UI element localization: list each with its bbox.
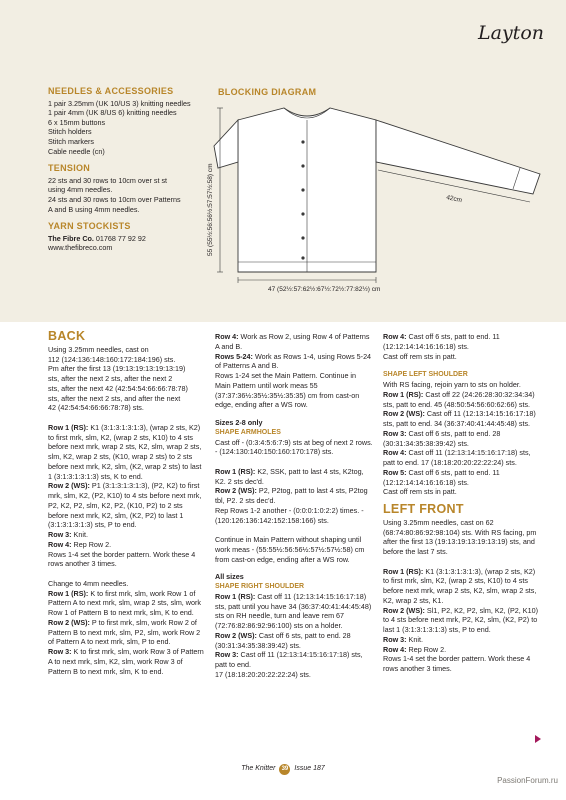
row-text: Rep Row 2. [71, 539, 112, 549]
instruction-note: Using 3.25mm needles, cast on 62 (68:74:80:86:92:98:104) sts. With RS facing, pm after the first 13 (19:13:19:13:19:13:19) sts, and before the last 7 sts. [383, 517, 537, 556]
row-label: Row 1 (RS): [383, 389, 424, 399]
instruction-line: sts, after the next 42 (42:54:54:66:66:78:78) [48, 383, 188, 393]
instruction-row [48, 589, 204, 618]
row-label: Row 4: [215, 332, 239, 341]
instruction-note: Cast off - (0:3:4:5:6:7:9) sts at beg of next 2 rows. [215, 437, 373, 447]
column-middle [215, 332, 373, 680]
row-label: Row 4: [383, 644, 407, 654]
instruction-note: Continue in Main Pattern without shaping until work meas - (55:55½:56:56½:57½:57½:58) cm from cast-on edge, ending after a WS row. [215, 535, 365, 564]
yarn-website: www.thefibreco.com [48, 243, 113, 253]
blocking-diagram [200, 96, 556, 316]
row-label: Row 3: [48, 530, 72, 539]
instruction-row [215, 332, 373, 352]
instruction-row [383, 468, 543, 488]
issue-number: Issue 187 [294, 765, 325, 772]
row-text: Cast off 6 sts, patt to end. 11 (12:12:14:14:16:16:18) sts. [383, 467, 500, 487]
yarn-heading: YARN STOCKISTS [48, 221, 131, 232]
shape-right-shoulder-heading: SHAPE RIGHT SHOULDER [215, 583, 305, 590]
row-text: K to first mrk, slm, work Row 3 of Pattern A to next mrk, slm, K2, slm, work Row 3 of Pattern B to next mrk, slm, K to end. [48, 647, 204, 676]
sleeve-dimension-label: 42cm [445, 194, 463, 205]
row-text: P2, P2tog, patt to last 4 sts, P2tog tbl, P2. 2 sts dec'd. [215, 486, 368, 505]
row-label: Row 2 (WS): [383, 409, 425, 419]
row-text: P1 (3:1:3:1:3:1:3), (P2, K2) to first mrk, slm, K2, (P2, K10) to 4 sts before next mrk, P2, K2, P2, slm, K2, P2, (K10, P2) to 2 sts before next mrk, K2, slm, (K2, P2) to last 1 (3:1:3:1:3:1:3) sts, P to end. [48, 481, 202, 530]
instruction-row [383, 332, 543, 352]
row-text: Cast off 6 sts, patt to end. 28 (30:31:34:35:38:39:42) sts. [215, 630, 351, 650]
row-text: K1 (3:1:3:1:3:1:3), (wrap 2 sts, K2) to first mrk, slm, K2, (wrap 2 sts, K10) to 4 sts before next mrk, wrap 2 sts, K2, slm, wrap 2 sts, slm, K2, wrap 2 sts, (K10, wrap 2 sts) to 2 sts before next mrk, K2, slm, (K2, wrap 2 sts) to last 1 (3:1:3:1:3:1:3) sts, K to end. [48, 422, 202, 481]
instruction-row [215, 631, 373, 651]
instruction-row [48, 423, 204, 482]
row-label: Row 3: [383, 634, 407, 644]
instruction-row [215, 486, 373, 506]
row-label: Row 5: [383, 467, 407, 477]
instruction-row [215, 467, 373, 487]
right-sleeve [376, 120, 540, 194]
all-sizes-label: All sizes [215, 572, 244, 582]
instruction-row [48, 530, 204, 540]
page-title: Layton [478, 22, 544, 44]
instruction-line: sts, after the next 2 sts, and after the next [48, 393, 181, 403]
tension-heading: TENSION [48, 163, 91, 174]
instruction-line: 42 (42:54:54:66:66:78:78) sts. [48, 403, 144, 413]
instruction-row [383, 429, 543, 449]
instruction-row [383, 448, 543, 468]
instruction-note: Change to 4mm needles. [48, 578, 129, 588]
needles-section [48, 87, 218, 156]
row-label: Row 3: [215, 650, 239, 660]
row-label: Row 1 (RS): [215, 466, 256, 476]
needles-line: Stitch holders [48, 127, 92, 137]
row-text: Work as Row 2, using Row 4 of Patterns A and B. [215, 332, 370, 351]
instruction-line: 112 (124:136:148:160:172:184:196) sts. [48, 354, 176, 364]
instruction-row [48, 618, 204, 647]
instruction-row [48, 647, 204, 676]
magazine-name: The Knitter [241, 765, 276, 772]
instruction-row [215, 592, 373, 631]
row-text: Cast off 11 (12:13:14:15:16:17:18) sts, patt to end. 34 (36:37:40:41:44:45:48) sts. [383, 409, 536, 428]
needles-line: 6 x 15mm buttons [48, 117, 106, 127]
instruction-note: Rows 1-4 set the border pattern. Work these 4 rows another 3 times. [48, 549, 196, 569]
instruction-note: 17 (18:18:20:20:22:22:24) sts. [215, 669, 311, 679]
row-label: Row 1 (RS): [215, 591, 256, 601]
instruction-row [383, 606, 543, 635]
row-label: Row 2 (WS): [383, 605, 425, 615]
instruction-note: Rep Rows 1-2 another - (0:0:0:1:0:2:2) times. - (120:126:136:142:152:158:166) sts. [215, 505, 364, 525]
row-label: Row 4: [383, 332, 407, 341]
instruction-note: With RS facing, rejoin yarn to sts on holder. [383, 380, 521, 389]
instruction-note: Cast off rem sts in patt. [383, 487, 457, 497]
instruction-row [215, 650, 373, 670]
row-text: Cast off 6 sts, patt to end. 11 (12:12:14:14:16:16:18) sts. [383, 332, 500, 351]
instruction-note: - (124:130:140:150:160:170:178) sts. [215, 447, 334, 457]
width-dimension-label: 47 (52½:57:62½:67½:72½:77:82½) cm [268, 286, 381, 293]
instruction-row [215, 352, 373, 372]
watermark: PassionForum.ru [497, 776, 558, 785]
instruction-line: sts, after the next 2 sts, after the next 2 [48, 374, 173, 383]
row-text: Cast off 6 sts, patt to end. 28 (30:31:34:35:38:39:42) sts. [383, 428, 501, 448]
yarn-company: The Fibre Co. [48, 233, 94, 243]
left-sleeve [214, 120, 238, 168]
row-text: Rep Row 2. [406, 644, 447, 654]
row-label: Row 3: [383, 428, 407, 438]
row-text: Knit. [406, 634, 423, 644]
row-label: Row 1 (RS): [48, 588, 89, 598]
tension-line: using 4mm needles. [48, 185, 113, 195]
tension-section [48, 164, 218, 214]
tension-line: 22 sts and 30 rows to 10cm over st st [48, 175, 168, 185]
back-heading: BACK [48, 329, 86, 343]
continue-arrow-icon [535, 735, 541, 743]
instruction-line: Using 3.25mm needles, cast on [48, 344, 149, 354]
row-label: Row 1 (RS): [48, 422, 89, 432]
row-text: K to first mrk, slm, work Row 1 of Pattern A to next mrk, slm, wrap 2 sts, slm, work Row 1 of Pattern B to next mrk, slm, K to end. [48, 588, 201, 617]
shape-left-shoulder-heading: SHAPE LEFT SHOULDER [383, 371, 468, 379]
row-text: Cast off 11 (12:13:14:15:16:17:18) sts, patt until you have 34 (36:37:40:41:44:45:48) sts on RH needle, turn and leave rem 67 (72:76:82:86:92:96:100) sts on a holder. [215, 591, 372, 630]
row-label: Row 4: [48, 539, 72, 549]
instruction-row [383, 567, 543, 606]
shape-armholes-heading: SHAPE ARMHOLES [215, 428, 281, 436]
length-dimension-label: 55 (55½:56:56½:57:57½:58) cm [207, 163, 214, 256]
row-text: Cast off 11 (12:13:14:15:16:17:18) sts, patt to end. 17 (18:18:20:20:22:22:24) sts. [383, 448, 531, 467]
row-label: Row 4: [383, 448, 407, 458]
row-text: K2, SSK, patt to last 4 sts, K2tog, K2. 2 sts dec'd. [215, 466, 364, 486]
page-number: 39 [279, 764, 290, 775]
instruction-line: Pm after the first 13 (19:13:19:13:19:13:19) [48, 364, 186, 374]
row-text: P to first mrk, slm, work Row 2 of Pattern B to next mrk, slm, P2, slm, work Row 2 of Pattern A to next mrk, slm, P to end. [48, 617, 201, 647]
row-text: Cast off 11 (12:13:14:15:16:17:18) sts, patt to end. [215, 650, 363, 669]
row-label: Row 2 (WS): [215, 486, 257, 496]
row-text: Knit. [71, 530, 88, 539]
row-label: Row 1 (RS): [383, 566, 424, 576]
row-label: Row 2 (WS): [48, 617, 90, 627]
row-text: Sl1, P2, K2, P2, slm, K2, (P2, K10) to 4 sts before next mrk, P2, K2, slm, (K2, P2) to last 1 (3:1:3:1:3:1:3) sts, P to end. [383, 605, 538, 634]
row-label: Rows 5-24: [215, 351, 253, 361]
column-right [383, 332, 543, 674]
row-text: K1 (3:1:3:1:3:1:3), (wrap 2 sts, K2) to first mrk, slm, K2, (wrap 2 sts, K10) to 4 sts before next mrk, wrap 2 sts, K2, slm, wrap 2 sts, K2, wrap 2 sts, K1. [383, 566, 537, 605]
tension-line: A and B using 4mm needles. [48, 204, 140, 214]
instruction-row [383, 635, 543, 645]
instruction-note: Rows 1-24 set the Main Pattern. Continue in Main Pattern until work meas 55 (37:37:36½:35½:35½:35:35) cm from cast-on edge, ending after a WS row. [215, 371, 360, 410]
needles-line: Cable needle (cn) [48, 146, 105, 156]
yarn-phone: 01768 77 92 92 [93, 233, 146, 243]
instruction-row [48, 481, 204, 530]
row-text: Cast off 22 (24:26:28:30:32:34:34) sts, patt to end. 45 (48:50:54:56:60:62:66) sts. [383, 389, 535, 409]
needles-line: 1 pair 3.25mm (UK 10/US 3) knitting needles [48, 98, 191, 108]
instruction-row [383, 645, 543, 655]
diagram-heading: BLOCKING DIAGRAM [218, 87, 317, 97]
needles-line: Stitch markers [48, 136, 94, 146]
instruction-note: Rows 1-4 set the border pattern. Work these 4 rows another 3 times. [383, 654, 531, 673]
instruction-note: Cast off rem sts in patt. [383, 351, 457, 361]
materials-sidebar [48, 87, 218, 261]
row-text: Work as Rows 1-4, using Rows 5-24 of Patterns A and B. [215, 351, 372, 371]
row-label: Row 3: [48, 647, 72, 656]
row-label: Row 2 (WS): [48, 481, 90, 491]
left-front-heading: LEFT FRONT [383, 502, 464, 516]
sizes-label: Sizes 2-8 only [215, 418, 263, 427]
column-back [48, 329, 204, 676]
tension-line: 24 sts and 30 rows to 10cm over Patterns [48, 194, 181, 204]
needles-line: 1 pair 4mm (UK 8/US 6) knitting needles [48, 108, 177, 118]
needles-heading: NEEDLES & ACCESSORIES [48, 86, 174, 96]
page-footer [0, 764, 566, 775]
yarn-section [48, 222, 218, 253]
row-label: Row 2 (WS): [215, 630, 257, 640]
instruction-row [383, 390, 543, 410]
instruction-row [48, 540, 204, 550]
instruction-row [383, 409, 543, 429]
